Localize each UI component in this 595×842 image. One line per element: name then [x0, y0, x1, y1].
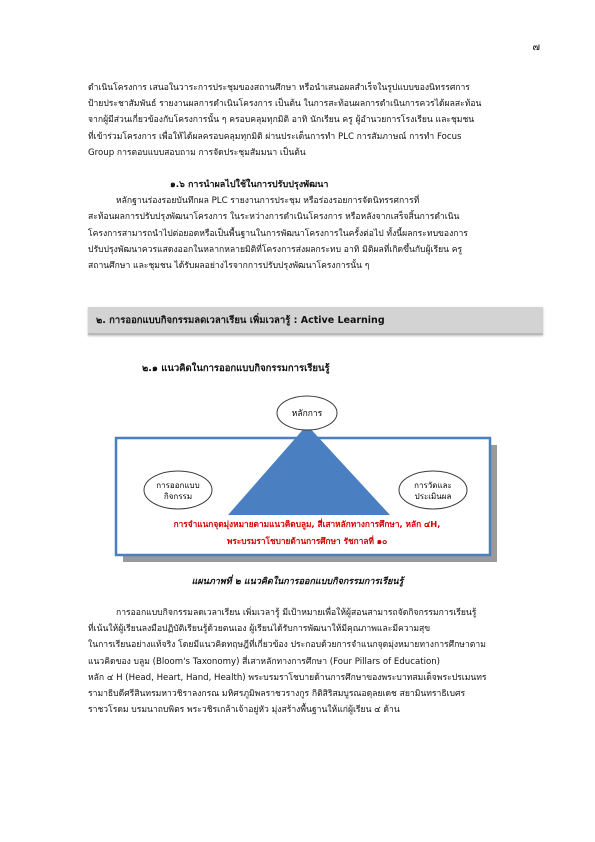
text-line: Group การตอบแบบสอบถาม การจัดประชุมสัมมนา เป็นต้น	[88, 147, 306, 158]
concept-list-line1: การจำแนกจุดมุ่งหมายตามแนวคิดบลูม, สี่เสาหลักทางการศึกษา, หลัก ๔H,	[173, 519, 441, 529]
text-line: แนวคิดของ บลูม (Bloom's Taxonomy) สี่เสาหลักทางการศึกษา (Four Pillars of Education)	[88, 656, 441, 667]
assessment-label-line1: การวัดและ	[414, 481, 452, 490]
text-line: ราชวโรดม บรมนาถบพิตร พระวชิรเกล้าเจ้าอยู่หัว มุ่งสร้างพื้นฐานให้แก่ผู้เรียน ๔ ด้าน	[88, 705, 400, 716]
figure-caption: แผนภาพที่ ๒ แนวคิดในการออกแบบกิจกรรมการเรียนรู้	[191, 577, 404, 587]
principle-label: หลักการ	[291, 409, 323, 419]
text-line: โครงการสามารถนำไปต่อยอดหรือเป็นพื้นฐานในการพัฒนาโครงการในครั้งต่อไป ทั้งนี้ผลกระทบของการ	[88, 228, 468, 239]
text-line: ดำเนินโครงการ เสนอในวาระการประชุมของสถานศึกษา หรือนำเสนอผลสำเร็จในรูปแบบของนิทรรศการ	[88, 83, 470, 93]
text-line: ปรับปรุงพัฒนาควรแสดงออกในหลากหลายมิติที่โครงการส่งผลกระทบ อาทิ มิติผลที่เกิดขึ้นกับผู้เรียน ครู	[88, 244, 463, 255]
subsection-2-1-heading: ๒.๑ แนวคิดในการออกแบบกิจกรรมการเรียนรู้	[142, 363, 330, 374]
closing-paragraph	[88, 605, 543, 718]
text-line: จากผู้มีส่วนเกี่ยวข้องกับโครงการนั้น ๆ ครอบคลุมทุกมิติ อาทิ นักเรียน ครู ผู้อำนวยการโรงเรียน และชุมชน	[88, 115, 475, 126]
text-line: หลักฐานร่องรอยบันทึกผล PLC รายงานการประชุม หรือร่องรอยการจัดนิทรรศการที่	[116, 196, 420, 207]
text-line: รามาธิบดีศรีสินทรมหาวชิราลงกรณ มหิศรภูมิพลราชวรางกูร กิติสิริสมบูรณอดุลยเดช สยามินทราธิเบศร	[88, 689, 466, 700]
assessment-label-line2: ประเมินผล	[414, 492, 452, 501]
concept-list-line2: พระบรมราโชบายด้านการศึกษา รัชกาลที่ ๑๐	[226, 536, 388, 546]
text-line: ที่เข้าร่วมโครงการ เพื่อให้ได้ผลครอบคลุมทุกมิติ ผ่านประเด็นการทำ PLC การสัมภาษณ์ การทำ Focus	[88, 131, 462, 142]
text-line: การออกแบบกิจกรรมลดเวลาเรียน เพิ่มเวลารู้ มีเป้าหมายเพื่อให้ผู้สอนสามารถจัดกิจกรรมการเรียนรู้	[116, 608, 477, 618]
text-line: สะท้อนผลการปรับปรุงพัฒนาโครงการ ในระหว่างการดำเนินโครงการ หรือหลังจากเสร็จสิ้นการดำเนิน	[88, 212, 460, 223]
activity-design-label-line1: การออกแบบ	[156, 481, 200, 490]
text-line: ในการเรียนอย่างแท้จริง โดยมีแนวคิดทฤษฎีที่เกี่ยวข้อง ประกอบด้วยการจำแนกจุดมุ่งหมายทางการศึกษาตาม	[88, 640, 486, 651]
text-line: ที่เน้นให้ผู้เรียนลงมือปฏิบัติเรียนรู้ด้วยตนเอง ผู้เรียนได้รับการพัฒนาให้มีคุณภาพและมีความสุข	[88, 624, 431, 635]
assessment-ellipse	[399, 471, 467, 509]
activity-design-ellipse	[144, 471, 212, 509]
page-number: ๗	[532, 42, 540, 53]
text-line: ป้ายประชาสัมพันธ์ รายงานผลการดำเนินโครงการ เป็นต้น ในการสะท้อนผลการดำเนินการควรได้ผลสะท้อน	[88, 99, 482, 110]
section-title: ๒. การออกแบบกิจกรรมลดเวลาเรียน เพิ่มเวลารู้ : Active Learning	[96, 315, 385, 326]
activity-design-label-line2: กิจกรรม	[163, 492, 193, 501]
text-line: สถานศึกษา และชุมชน ได้รับผลอย่างไรจากการปรับปรุงพัฒนาโครงการนั้น ๆ	[88, 261, 370, 272]
subsection-heading: ๑.๖ การนำผลไปใช้ในการปรับปรุงพัฒนา	[170, 180, 329, 190]
text-line: หลัก ๔ H (Head, Heart, Hand, Health) พระบรมราโชบายด้านการศึกษาของพระบาทสมเด็จพระปรเมนทร	[88, 672, 487, 683]
